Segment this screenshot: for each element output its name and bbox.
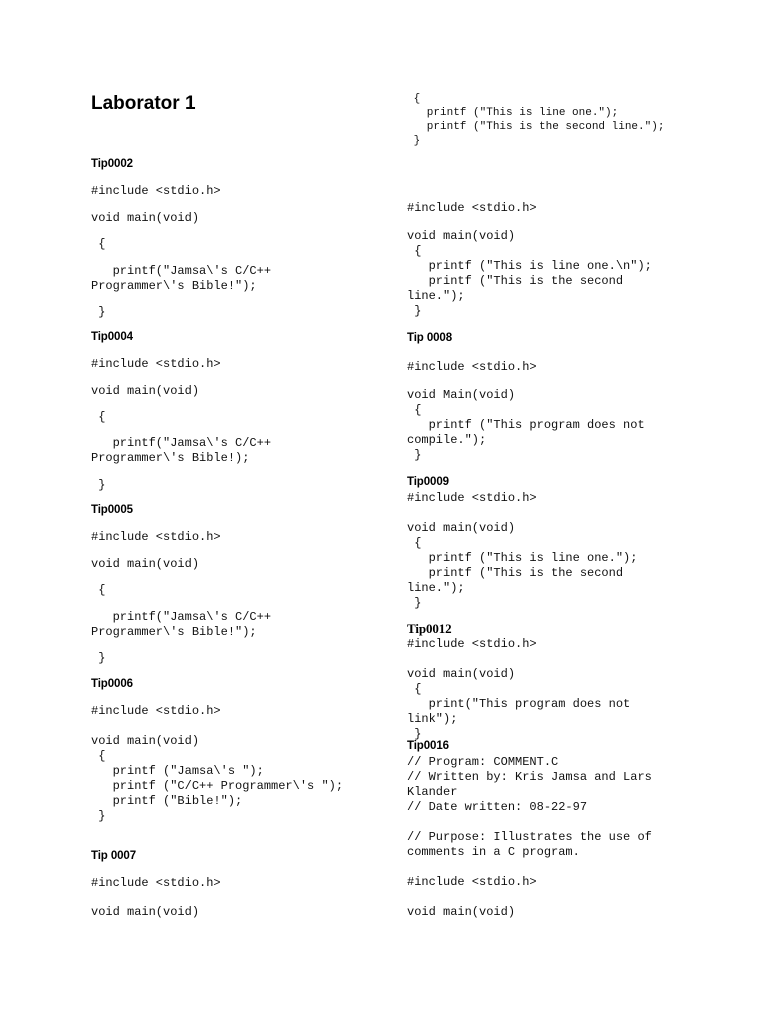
tip0004-main: void main(void) <box>91 384 200 398</box>
tip0008-include: #include <stdio.h> <box>407 360 537 374</box>
page-title: Laborator 1 <box>91 93 196 114</box>
tip0004-include: #include <stdio.h> <box>91 357 221 371</box>
tip0009-heading: Tip0009 <box>407 476 449 488</box>
tip0007-continued-code: { printf ("This is line one."); printf ("This is the second line."); } <box>413 93 665 147</box>
tip0008-heading: Tip 0008 <box>407 332 453 344</box>
block2-include: #include <stdio.h> <box>407 201 537 215</box>
tip0004-heading: Tip0004 <box>91 331 133 343</box>
tip0002-open: { <box>91 237 106 251</box>
tip0002-heading: Tip0002 <box>91 158 133 170</box>
tip0004-open: { <box>91 410 106 424</box>
tip0007-heading: Tip 0007 <box>91 850 137 862</box>
tip0005-close: } <box>91 651 106 665</box>
tip0012-heading: Tip0012 <box>407 621 452 636</box>
tip0005-body: printf("Jamsa\'s C/C++ Programmer\'s Bible!"); <box>91 610 272 639</box>
tip0016-code: // Program: COMMENT.C // Written by: Kris Jamsa and Lars Klander // Date written: 08-22-97 // Purpose: Illustrates the use of comments in a C program. #include <stdio.h> void main(void) <box>407 755 652 919</box>
tip0005-include: #include <stdio.h> <box>91 530 221 544</box>
tip0005-main: void main(void) <box>91 557 200 571</box>
tip0002-main: void main(void) <box>91 211 200 225</box>
tip0006-heading: Tip0006 <box>91 678 133 690</box>
tip0004-close: } <box>91 478 106 492</box>
tip0006-include: #include <stdio.h> <box>91 704 221 718</box>
tip0012-code: #include <stdio.h> void main(void) { print("This program does not link"); } <box>407 637 631 741</box>
tip0002-include: #include <stdio.h> <box>91 184 221 198</box>
tip0002-body: printf("Jamsa\'s C/C++ Programmer\'s Bible!"); <box>91 264 272 293</box>
tip0005-open: { <box>91 583 106 597</box>
tip0007-include: #include <stdio.h> <box>91 876 221 890</box>
tip0006-code: void main(void) { printf ("Jamsa\'s "); printf ("C/C++ Programmer\'s "); printf ("Bible!"); } <box>91 734 344 823</box>
tip0004-body: printf("Jamsa\'s C/C++ Programmer\'s Bible!); <box>91 436 272 465</box>
tip0009-code: #include <stdio.h> void main(void) { printf ("This is line one."); printf ("This is the second line."); } <box>407 491 638 610</box>
tip0007-main: void main(void) <box>91 905 200 919</box>
tip0005-heading: Tip0005 <box>91 504 133 516</box>
tip0008-code: void Main(void) { printf ("This program does not compile."); } <box>407 388 645 462</box>
block2-code: void main(void) { printf ("This is line one.\n"); printf ("This is the second line."); } <box>407 229 652 318</box>
tip0002-close: } <box>91 305 106 319</box>
tip0016-heading: Tip0016 <box>407 740 449 752</box>
